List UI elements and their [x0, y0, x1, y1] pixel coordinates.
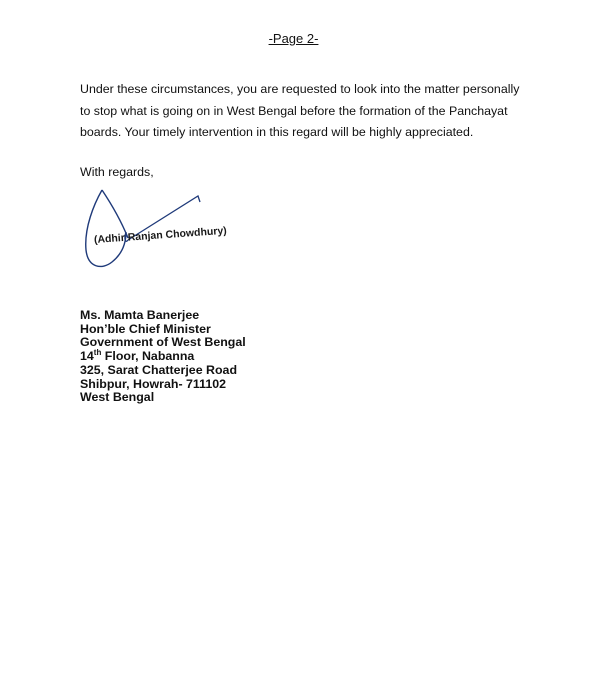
- signature-name: (Adhir Ranjan Chowdhury): [93, 224, 228, 246]
- floor-number: 14: [80, 349, 94, 364]
- page-number-header: -Page 2-: [268, 31, 319, 46]
- recipient-title: Hon’ble Chief Minister: [80, 321, 211, 336]
- recipient-city: Shibpur, Howrah- 711102: [80, 376, 226, 391]
- letter-body-paragraph: Under these circumstances, you are requested to look into the matter personally to stop what is going on in West Bengal before the formation of the Panchayat boards. Your timely intervention in this regard will be highly appreciated.: [80, 82, 520, 139]
- recipient-name: Ms. Mamta Banerjee: [80, 308, 200, 322]
- floor-ordinal-suffix: th: [93, 347, 102, 357]
- closing-salutation: With regards,: [80, 165, 154, 179]
- recipient-organization: Government of West Bengal: [80, 335, 246, 350]
- recipient-state: West Bengal: [80, 390, 155, 405]
- recipient-address-block: [80, 309, 246, 405]
- recipient-floor: [80, 347, 246, 364]
- recipient-street: 325, Sarat Chatterjee Road: [80, 362, 238, 377]
- floor-building: Floor, Nabanna: [101, 349, 195, 364]
